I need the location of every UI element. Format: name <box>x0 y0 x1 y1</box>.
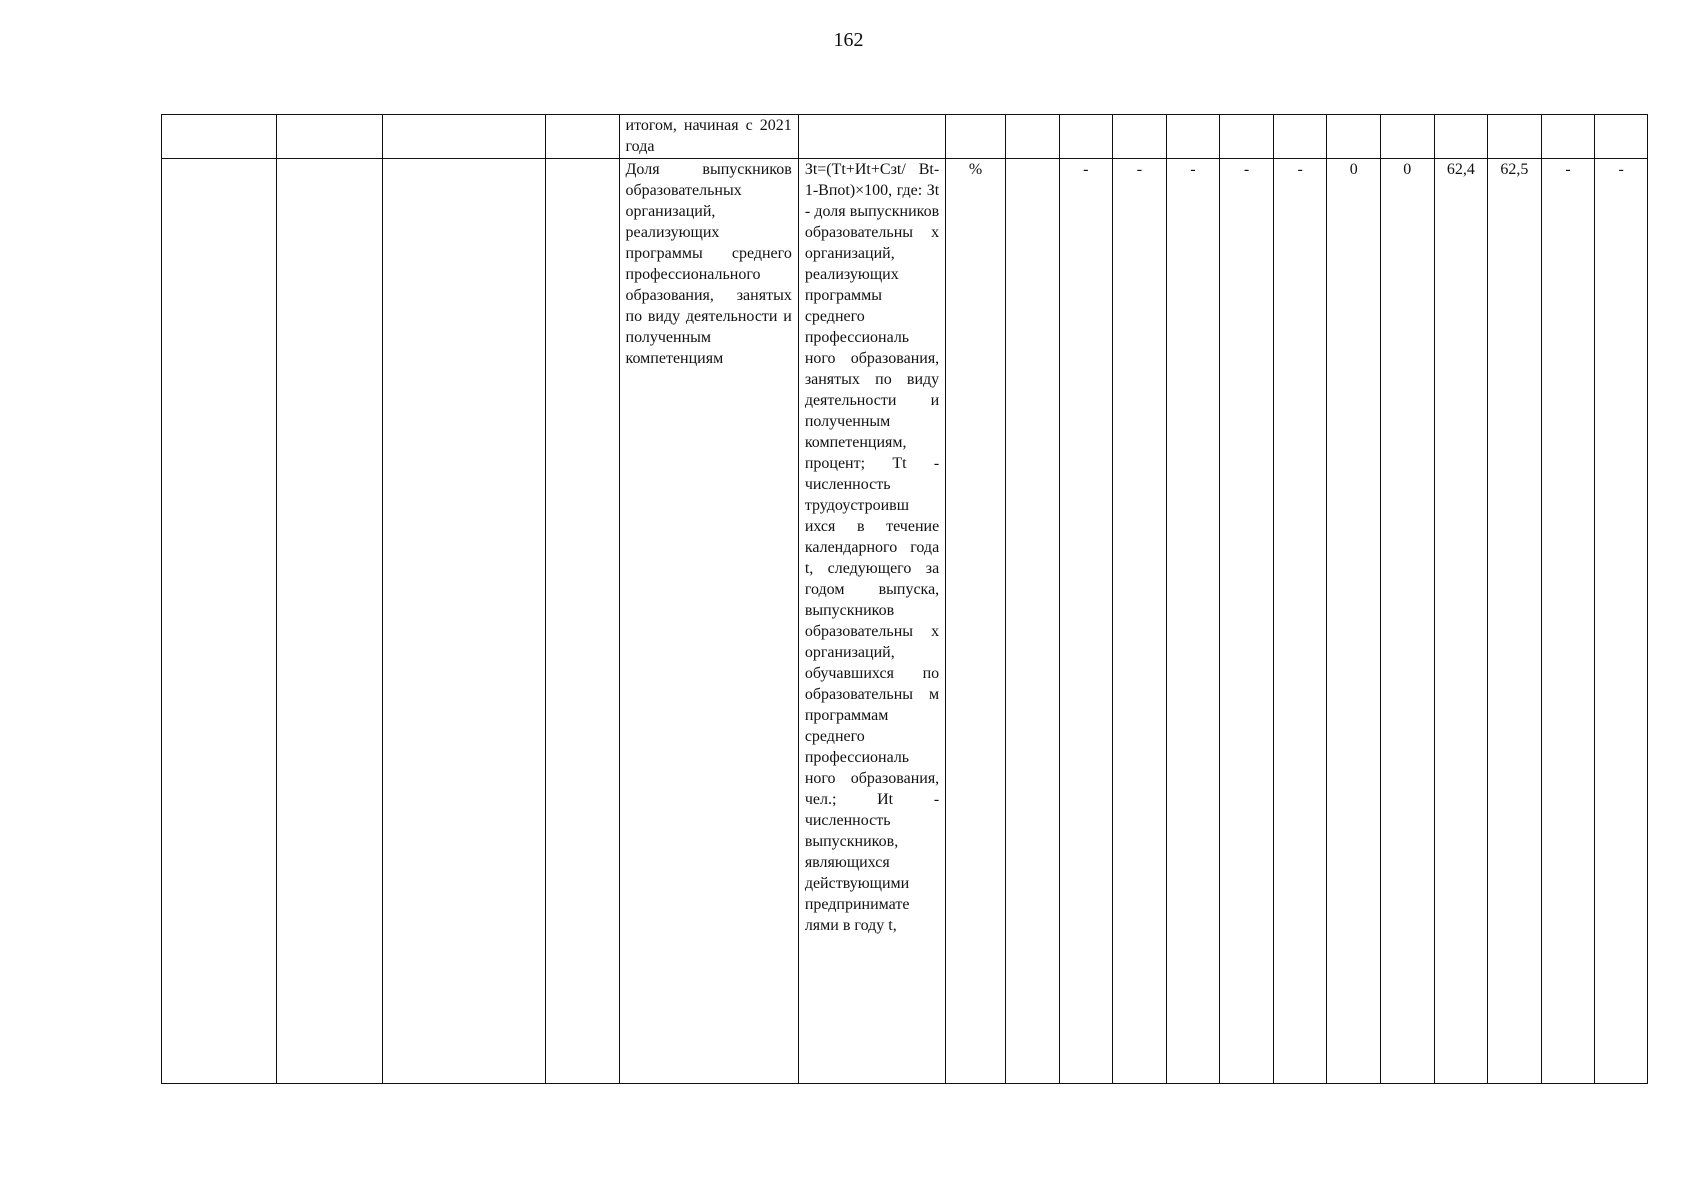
value-cell: 0 <box>1327 159 1381 1084</box>
indicator-table <box>161 114 1648 1084</box>
cell-empty <box>382 115 546 159</box>
cell-empty <box>1113 115 1167 159</box>
indicator-name-cell <box>619 159 798 1084</box>
value-cell: 62,4 <box>1434 159 1488 1084</box>
value-cell: - <box>1595 159 1648 1084</box>
cell-empty <box>1488 115 1542 159</box>
cell-empty <box>1220 115 1274 159</box>
cell-empty <box>1541 115 1595 159</box>
value-cell: 62,5 <box>1488 159 1542 1084</box>
cell-empty <box>798 115 945 159</box>
table-row <box>162 159 1648 1084</box>
cell-empty <box>1327 115 1381 159</box>
cell-empty <box>162 159 277 1084</box>
cell-empty <box>1273 115 1327 159</box>
cell-empty <box>546 115 619 159</box>
cell-empty <box>1434 115 1488 159</box>
formula-text: Зt=(Тt+Иt+Сзt/ Вt-1-Впоt)×100, где: Зt - доля выпускников образовательны х организаций, реализующих программы среднего профессиональ ного образования, занятых по виду деятельности и полученным компетенциям, процент; Тt - численность трудоустроивш ихся в течение календарного года t, следующего за годом выпуска, выпускников образовательны х организаций, обучавшихся по образовательны м программам среднего профессиональ ного образования, чел.; Иt - численность выпускников, являющихся действующими предпринимате лями в году t, <box>804 161 940 934</box>
cell-empty <box>382 159 546 1084</box>
cell-empty <box>1380 115 1434 159</box>
formula-cell <box>798 159 945 1084</box>
page-number: 162 <box>833 29 864 51</box>
cell-empty <box>946 115 1006 159</box>
value-cell: - <box>1541 159 1595 1084</box>
cell-empty <box>546 159 619 1084</box>
value-cell: - <box>1113 159 1167 1084</box>
value-cell: - <box>1273 159 1327 1084</box>
indicator-name-text: Доля выпускников образовательных организаций, реализующих программы среднего профессионального образования, занятых по виду деятельности и полученным компетенциям <box>625 161 792 367</box>
cell-empty <box>1059 115 1113 159</box>
value-cell: - <box>1059 159 1113 1084</box>
cell-empty <box>1166 115 1220 159</box>
cell-empty <box>277 159 382 1084</box>
cell-empty <box>1005 115 1059 159</box>
cell-empty <box>277 115 382 159</box>
unit-cell: % <box>946 159 1006 1084</box>
value-cell: - <box>1166 159 1220 1084</box>
indicator-name-cell <box>619 115 798 159</box>
indicator-name-text: итогом, начиная с 2021 года <box>625 117 792 155</box>
value-cell: - <box>1220 159 1274 1084</box>
value-cell: 0 <box>1380 159 1434 1084</box>
table-row <box>162 115 1648 159</box>
cell-empty <box>1595 115 1648 159</box>
cell-empty <box>162 115 277 159</box>
value-cell <box>1005 159 1059 1084</box>
